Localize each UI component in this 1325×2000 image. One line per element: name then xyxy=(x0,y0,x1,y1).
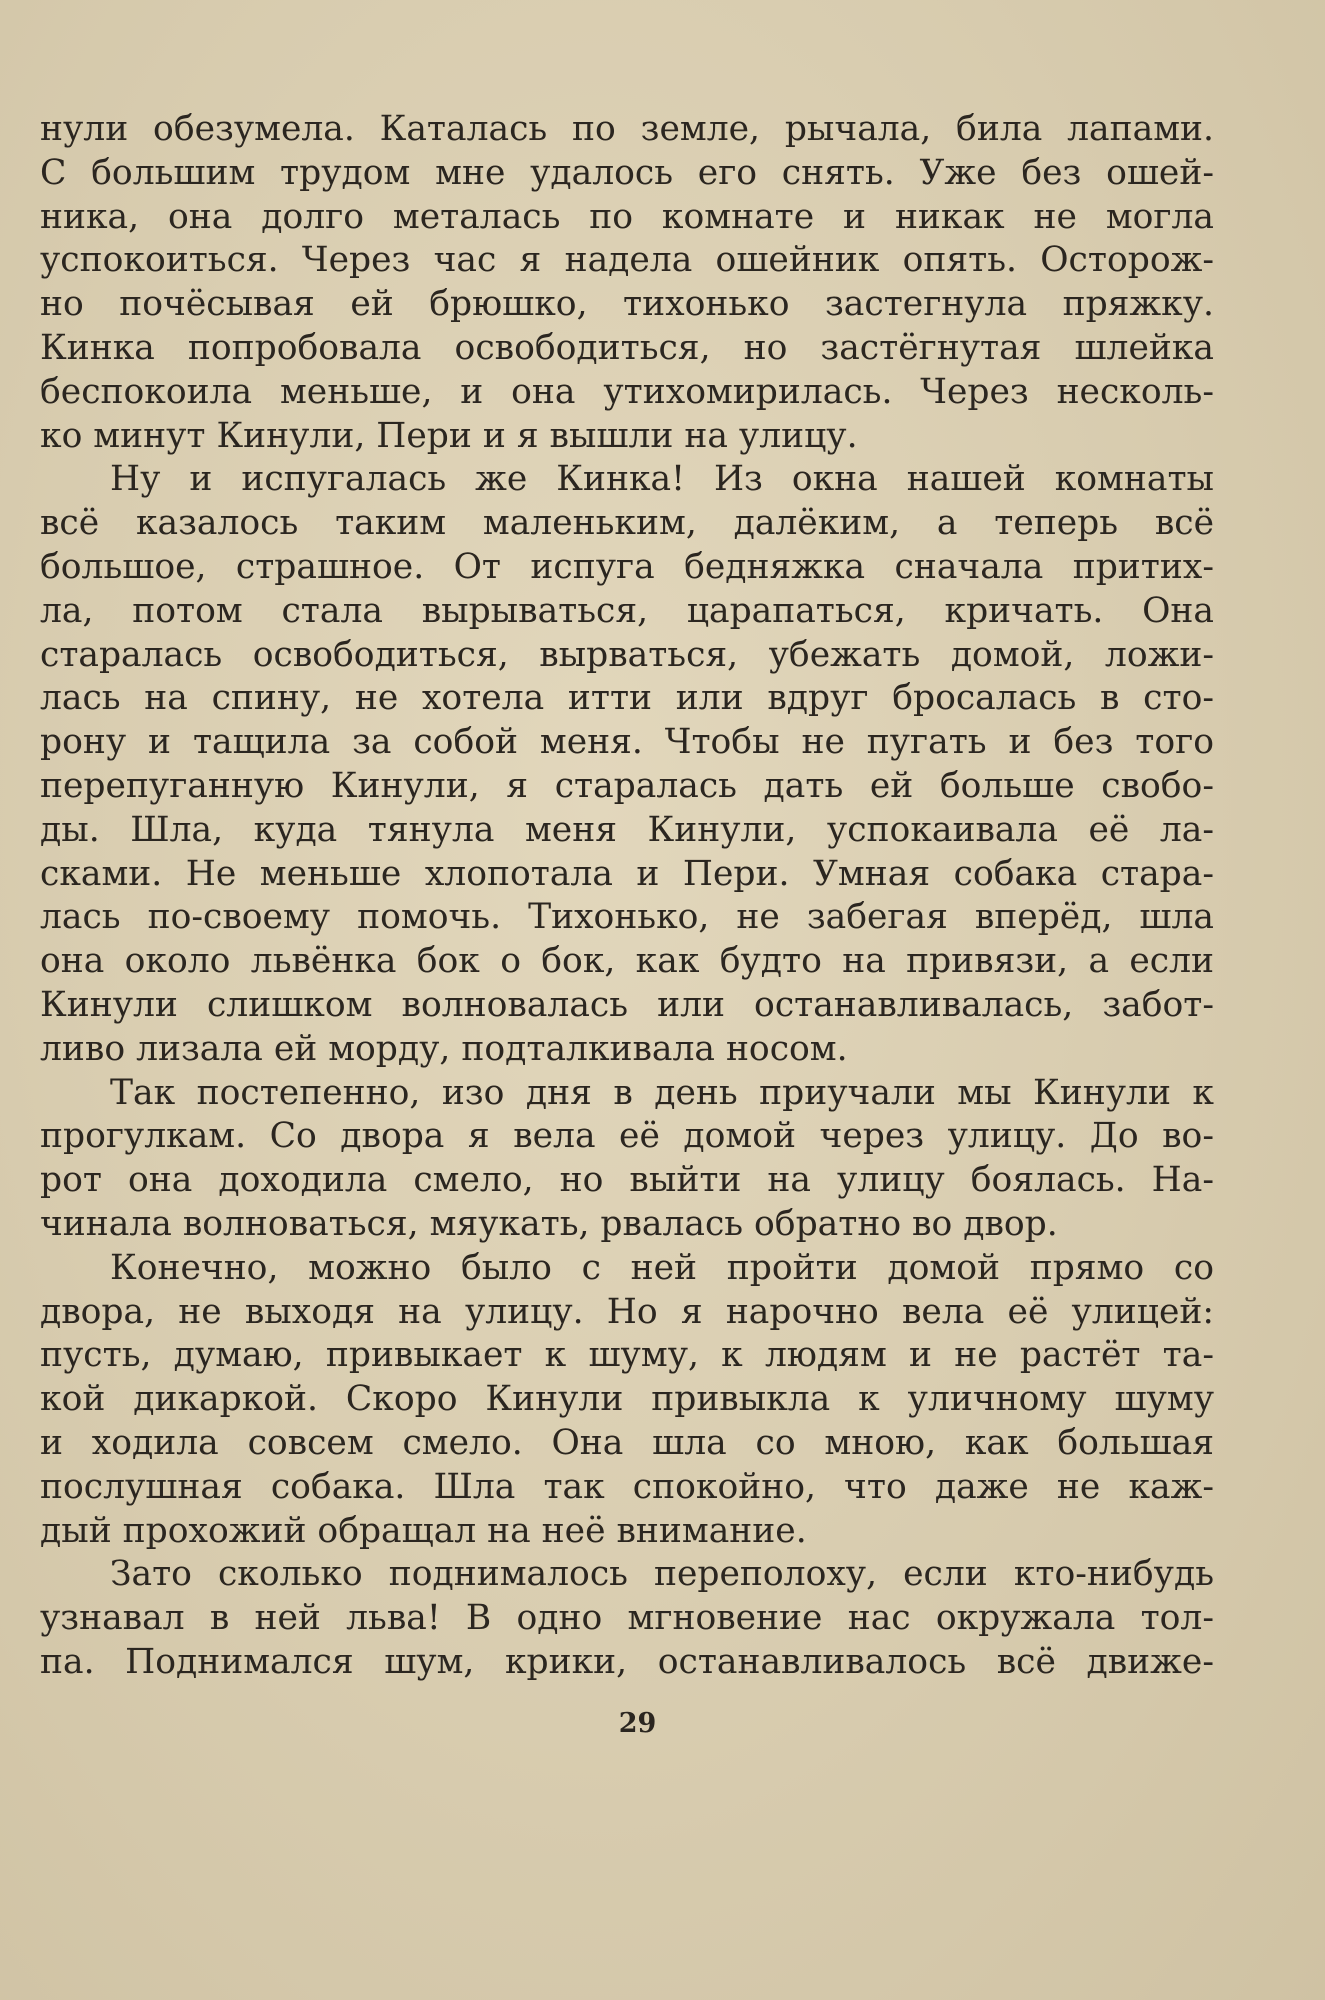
text-line: сками. Не меньше хлопотала и Пери. Умная собака стара- xyxy=(40,853,1214,894)
text-line: кой дикаркой. Скоро Кинули привыкла к уличному шуму xyxy=(40,1379,1214,1420)
paragraph xyxy=(40,108,1214,458)
text-line: ко минут Кинули, Пери и я вышли на улицу. xyxy=(40,415,858,456)
text-line: Кинка попробовала освободиться, но застёгнутая шлейка xyxy=(40,327,1214,368)
text-line: большое, страшное. От испуга бедняжка сначала притих- xyxy=(40,546,1214,587)
text-line: чинала волноваться, мяукать, рвалась обратно во двор. xyxy=(40,1203,1058,1244)
text-line: лась по-своему помочь. Тихонько, не забегая вперёд, шла xyxy=(40,897,1214,938)
text-line: рот она доходила смело, но выйти на улицу боялась. На- xyxy=(40,1160,1214,1201)
page-number: 29 xyxy=(618,1708,657,1739)
text-line: нули обезумела. Каталась по земле, рычала, била лапами. xyxy=(40,109,1214,149)
text-line: ливо лизала ей морду, подталкивала носом. xyxy=(40,1028,848,1069)
text-line: С большим трудом мне удалось его снять. Уже без ошей- xyxy=(40,152,1214,193)
text-line: перепуганную Кинули, я старалась дать ей больше свобо- xyxy=(40,765,1214,806)
text-line: успокоиться. Через час я надела ошейник опять. Осторож- xyxy=(40,240,1214,281)
paragraph xyxy=(40,1247,1214,1554)
text-line: узнавал в ней льва! В одно мгновение нас окружала тол- xyxy=(40,1598,1214,1639)
text-line: Кинули слишком волновалась или останавливалась, забот- xyxy=(40,984,1214,1025)
text-line: беспокоила меньше, и она утихомирилась. Через несколь- xyxy=(40,371,1214,412)
text-line: Зато сколько поднималось переполоху, если кто-нибудь xyxy=(110,1554,1214,1595)
text-line: Так постепенно, изо дня в день приучали мы Кинули к xyxy=(110,1072,1214,1113)
text-line: ды. Шла, куда тянула меня Кинули, успокаивала её ла- xyxy=(40,809,1214,850)
text-line: рону и тащила за собой меня. Чтобы не пугать и без того xyxy=(40,722,1214,763)
text-line: Конечно, можно было с ней пройти домой прямо со xyxy=(110,1247,1214,1288)
text-line: старалась освободиться, вырваться, убежать домой, ложи- xyxy=(40,634,1214,675)
text-line: пусть, думаю, привыкает к шуму, к людям и не растёт та- xyxy=(40,1335,1214,1376)
text-line: ла, потом стала вырываться, царапаться, кричать. Она xyxy=(40,590,1214,631)
text-line: прогулкам. Со двора я вела её домой через улицу. До во- xyxy=(40,1116,1214,1157)
text-line: ника, она долго металась по комнате и никак не могла xyxy=(40,196,1214,237)
paragraph xyxy=(40,1553,1214,1684)
text-line: послушная собака. Шла так спокойно, что даже не каж- xyxy=(40,1466,1214,1507)
text-line: па. Поднимался шум, крики, останавливалось всё движе- xyxy=(40,1641,1214,1682)
text-line: всё казалось таким маленьким, далёким, а теперь всё xyxy=(40,503,1214,544)
text-line: и ходила совсем смело. Она шла со мною, как большая xyxy=(40,1422,1214,1463)
body-text xyxy=(40,108,1214,1685)
text-line: дый прохожий обращал на неё внимание. xyxy=(40,1510,807,1551)
text-line: но почёсывая ей брюшко, тихонько застегнула пряжку. xyxy=(40,284,1214,325)
text-line: Ну и испугалась же Кинка! Из окна нашей комнаты xyxy=(110,459,1214,500)
paragraph xyxy=(40,1072,1214,1247)
text-line: двора, не выходя на улицу. Но я нарочно вела её улицей: xyxy=(40,1291,1214,1332)
paragraph xyxy=(40,458,1214,1071)
text-line: лась на спину, не хотела итти или вдруг бросалась в сто- xyxy=(40,678,1214,719)
text-line: она около львёнка бок о бок, как будто на привязи, а если xyxy=(40,941,1214,982)
